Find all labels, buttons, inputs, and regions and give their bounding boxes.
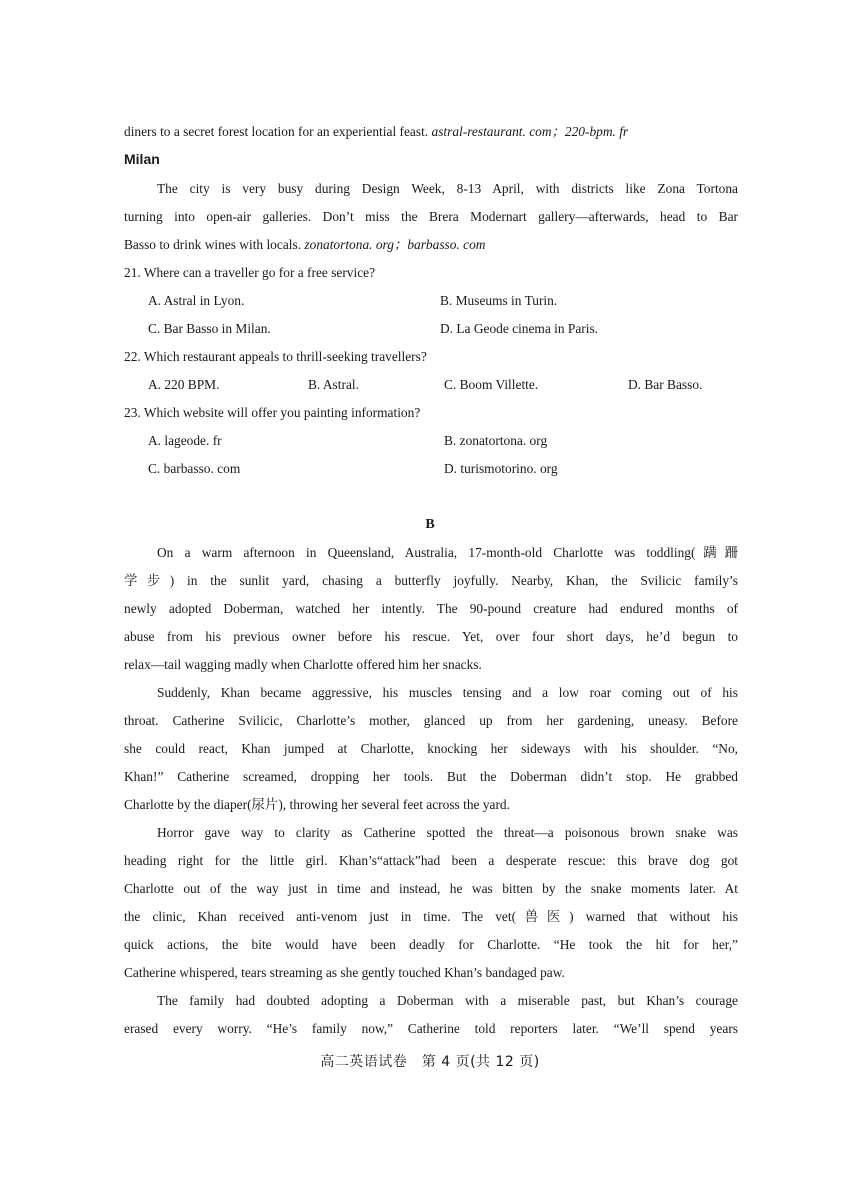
passage-b-line: erased every worry. “He’s family now,” Catherine told reporters later. “We’ll spend years bbox=[124, 1021, 738, 1036]
passage-b-line: she could react, Khan jumped at Charlotte, knocking her sideways with his shoulder. “No, bbox=[124, 741, 738, 756]
passage-b-line: relax—tail wagging madly when Charlotte offered him her snacks. bbox=[124, 657, 482, 672]
passage-b-line: Horror gave way to clarity as Catherine spotted the threat—a poisonous brown snake was bbox=[157, 825, 738, 840]
passage-b-line: The family had doubted adopting a Doberman with a miserable past, but Khan’s courage bbox=[157, 993, 738, 1008]
question-21-option-d[interactable]: D. La Geode cinema in Paris. bbox=[440, 321, 599, 336]
passage-b-line: Catherine whispered, tears streaming as she gently touched Khan’s bandaged paw. bbox=[124, 965, 565, 980]
passage-b-line: 学步) in the sunlit yard, chasing a butterfly joyfully. Nearby, Khan, the Svilicic family’s bbox=[124, 573, 738, 588]
question-21-option-a[interactable]: A. Astral in Lyon. bbox=[148, 293, 245, 308]
paris-tail-sites: astral-restaurant. com；220-bpm. fr bbox=[431, 124, 629, 139]
passage-b-line: Suddenly, Khan became aggressive, his muscles tensing and a low roar coming out of his bbox=[157, 685, 738, 700]
passage-b-line: Charlotte out of the way just in time and instead, he was bitten by the snake moments later. At bbox=[124, 881, 738, 896]
milan-line-3-sites: zonatortona. org；barbasso. com bbox=[304, 237, 486, 252]
question-23-option-d[interactable]: D. turismotorino. org bbox=[444, 461, 558, 476]
question-22-option-b[interactable]: B. Astral. bbox=[308, 377, 359, 392]
passage-b-line: On a warm afternoon in Queensland, Australia, 17-month-old Charlotte was toddling(蹒跚 bbox=[157, 545, 738, 560]
question-22-option-a[interactable]: A. 220 BPM. bbox=[148, 377, 220, 392]
passage-b-line: the clinic, Khan received anti-venom just in time. The vet(兽医) warned that without his bbox=[124, 909, 738, 924]
milan-heading: Milan bbox=[124, 151, 160, 167]
passage-b-line: newly adopted Doberman, watched her intently. The 90-pound creature had endured months of bbox=[124, 601, 738, 616]
passage-b-line: abuse from his previous owner before his rescue. Yet, over four short days, he’d begun to bbox=[124, 629, 738, 644]
question-23-option-b[interactable]: B. zonatortona. org bbox=[444, 433, 548, 448]
question-21-option-c[interactable]: C. Bar Basso in Milan. bbox=[148, 321, 271, 336]
passage-b-line: heading right for the little girl. Khan’s“attack”had been a desperate rescue: this brave dog got bbox=[124, 853, 738, 868]
passage-b-line: Charlotte by the diaper(尿片), throwing her several feet across the yard. bbox=[124, 797, 510, 812]
question-22-stem: 22. Which restaurant appeals to thrill-seeking travellers? bbox=[124, 349, 427, 364]
page-footer: 高二英语试卷 第 4 页(共 12 页) bbox=[320, 1054, 540, 1070]
question-23-option-c[interactable]: C. barbasso. com bbox=[148, 461, 241, 476]
paris-tail-text: diners to a secret forest location for an experiential feast. bbox=[124, 124, 429, 139]
milan-line-1: The city is very busy during Design Week, 8-13 April, with districts like Zona Tortona bbox=[157, 181, 738, 196]
paris-tail-line bbox=[124, 123, 738, 141]
question-21-option-b[interactable]: B. Museums in Turin. bbox=[440, 293, 558, 308]
milan-line-3 bbox=[124, 236, 738, 254]
passage-b-line: Khan!” Catherine screamed, dropping her tools. But the Doberman didn’t stop. He grabbed bbox=[124, 769, 738, 784]
section-b-heading: B bbox=[425, 517, 435, 532]
milan-line-3-text: Basso to drink wines with locals. bbox=[124, 237, 302, 252]
passage-b-line: quick actions, the bite would have been deadly for Charlotte. “He took the hit for her,” bbox=[124, 937, 738, 952]
passage-b-line: throat. Catherine Svilicic, Charlotte’s mother, glanced up from her gardening, uneasy. Before bbox=[124, 713, 738, 728]
question-22-option-c[interactable]: C. Boom Villette. bbox=[444, 377, 539, 392]
question-23-option-a[interactable]: A. lageode. fr bbox=[148, 433, 222, 448]
question-21-stem: 21. Where can a traveller go for a free service? bbox=[124, 265, 376, 280]
question-23-stem: 23. Which website will offer you painting information? bbox=[124, 405, 421, 420]
question-22-option-d[interactable]: D. Bar Basso. bbox=[628, 377, 703, 392]
milan-line-2: turning into open-air galleries. Don’t miss the Brera Modernart gallery—afterwards, head to Bar bbox=[124, 209, 738, 224]
